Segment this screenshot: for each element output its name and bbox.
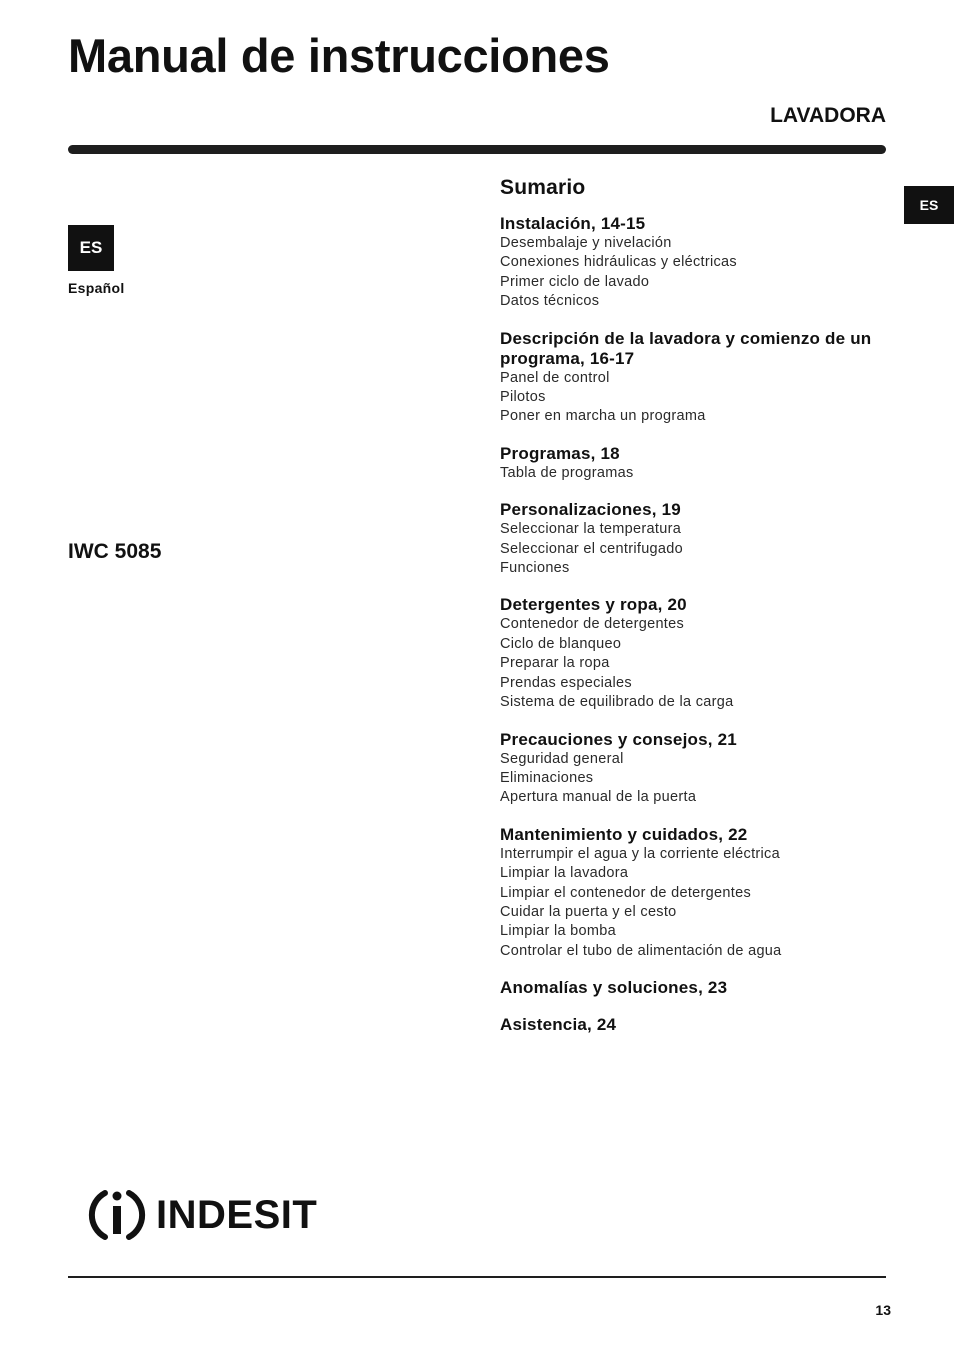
toc-item: Datos técnicos (500, 293, 600, 310)
toc-section (500, 1015, 900, 1035)
toc-item: Limpiar la bomba (500, 923, 617, 940)
toc-item: Limpiar el contenedor de detergentes (500, 884, 752, 901)
product-type: LAVADORA (770, 104, 886, 127)
toc-item-list (500, 750, 900, 808)
toc-item: Panel de control (500, 369, 610, 386)
toc-item: Limpiar la lavadora (500, 865, 629, 882)
toc-section-heading: Descripción de la lavadora y comienzo de un programa, 16-17 (500, 328, 872, 368)
model-number: IWC 5085 (68, 540, 162, 563)
toc-item: Seguridad general (500, 750, 624, 767)
language-name: Español (68, 280, 125, 296)
page-title: Manual de instrucciones (68, 29, 610, 82)
toc-section-heading: Instalación, 14-15 (500, 214, 646, 233)
toc-item: Eliminaciones (500, 769, 594, 786)
toc-item: Conexiones hidráulicas y eléctricas (500, 254, 737, 271)
toc-item: Funciones (500, 560, 570, 577)
toc-section-heading: Mantenimiento y cuidados, 22 (500, 824, 748, 844)
toc-section (500, 825, 900, 961)
brand-wordmark: INDESIT (156, 1193, 318, 1237)
toc-item: Poner en marcha un programa (500, 408, 706, 425)
toc-item: Primer ciclo de lavado (500, 273, 650, 290)
toc-item-list (500, 234, 900, 312)
toc-item: Desembalaje y nivelación (500, 235, 672, 251)
brand-logo (86, 1184, 317, 1246)
toc-section-heading: Programas, 18 (500, 443, 620, 463)
bottom-divider (68, 1276, 886, 1278)
page-number: 13 (875, 1302, 891, 1318)
toc-item: Sistema de equilibrado de la carga (500, 694, 734, 711)
toc-item: Preparar la ropa (500, 655, 610, 672)
toc-item: Apertura manual de la puerta (500, 789, 697, 806)
toc-item: Seleccionar la temperatura (500, 521, 682, 538)
language-badge: ES (68, 225, 114, 271)
toc-item-list (500, 845, 900, 961)
toc-section (500, 978, 900, 998)
toc-item-list (500, 464, 900, 483)
toc-item: Seleccionar el centrifugado (500, 540, 684, 557)
toc-item: Contenedor de detergentes (500, 616, 685, 633)
toc-section (500, 214, 900, 312)
toc-item: Cuidar la puerta y el cesto (500, 903, 677, 920)
toc-item: Ciclo de blanqueo (500, 635, 622, 652)
toc-section-heading: Asistencia, 24 (500, 1015, 617, 1035)
toc-title: Sumario (500, 176, 586, 199)
toc-section (500, 595, 900, 712)
toc-section-heading: Personalizaciones, 19 (500, 500, 681, 520)
toc-section-heading: Anomalías y soluciones, 23 (500, 978, 728, 998)
toc-item: Controlar el tubo de alimentación de agua (500, 942, 782, 959)
toc-section (500, 730, 900, 808)
toc-item: Interrumpir el agua y la corriente eléctrica (500, 845, 780, 862)
toc-section-heading: Precauciones y consejos, 21 (500, 729, 737, 749)
toc-item-list (500, 520, 900, 578)
toc-section-heading: Detergentes y ropa, 20 (500, 595, 687, 615)
toc-section (500, 329, 900, 427)
toc-item-list (500, 369, 900, 427)
table-of-contents (500, 176, 900, 1052)
toc-section (500, 500, 900, 578)
toc-section (500, 444, 900, 483)
toc-sections (500, 214, 900, 1035)
top-divider (68, 145, 886, 154)
toc-item: Prendas especiales (500, 674, 632, 691)
indesit-i-logo-icon (86, 1184, 148, 1246)
toc-item: Pilotos (500, 389, 546, 406)
language-side-tab: ES (904, 186, 954, 224)
toc-item: Tabla de programas (500, 464, 634, 481)
toc-item-list (500, 615, 900, 712)
